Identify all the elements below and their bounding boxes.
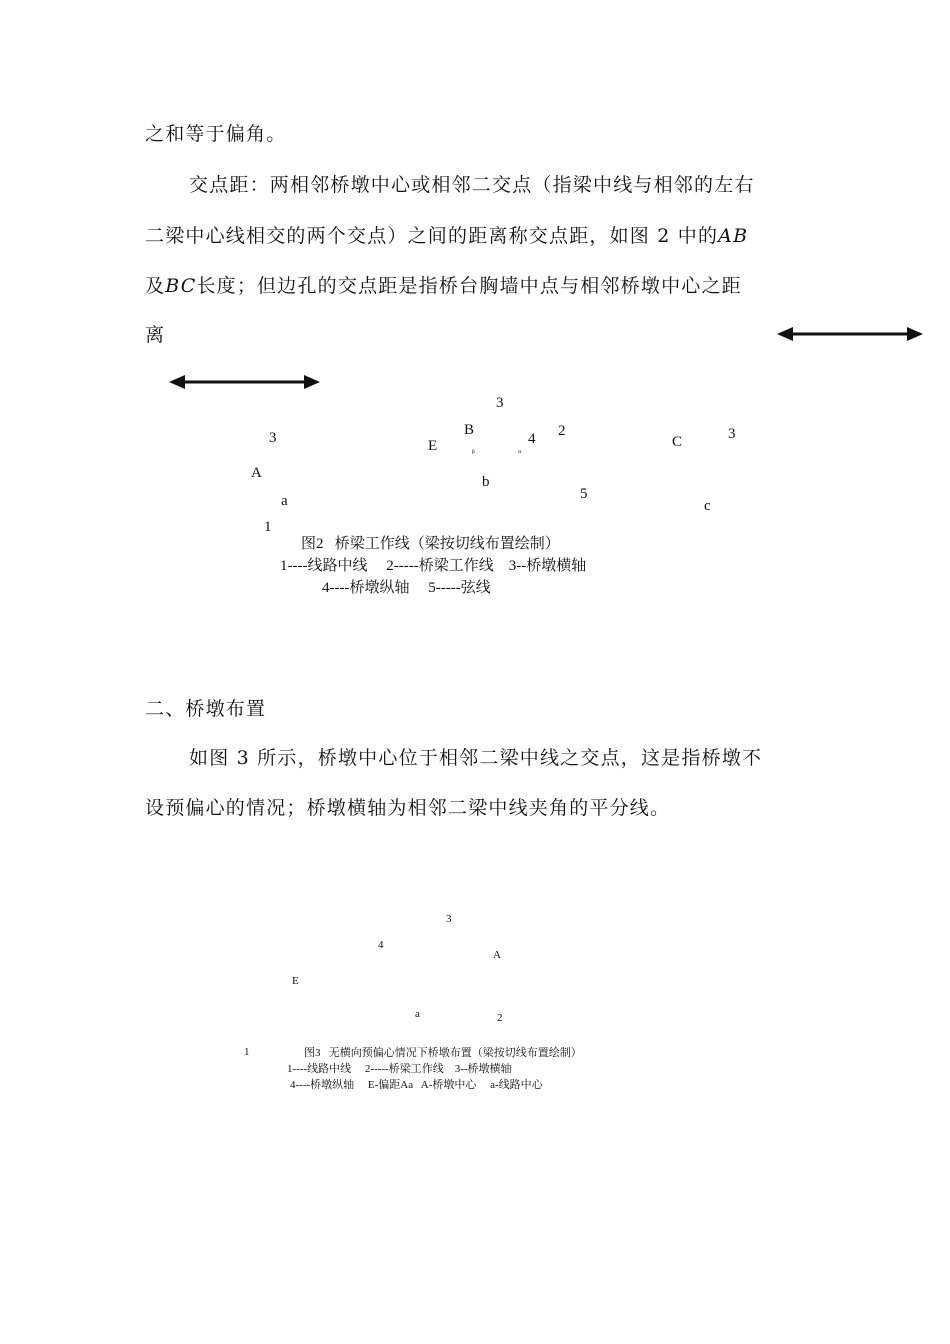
fig3-label: E <box>292 975 299 987</box>
fig2-label: E <box>428 438 438 454</box>
figure-legend: 1----线路中线 2-----桥梁工作线 3--桥墩横轴 <box>280 558 587 574</box>
fig3-label: a <box>415 1008 420 1020</box>
fig2-label: 3 <box>728 426 736 442</box>
fig2-label: B <box>464 422 475 438</box>
double-arrow-icon <box>167 372 322 392</box>
text-line <box>145 212 810 261</box>
section-heading: 二、桥墩布置 <box>145 698 267 720</box>
text-line: 如图 3 所示，桥墩中心位于相邻二梁中线之交点，这是指桥墩不 <box>189 747 763 769</box>
fig2-label: 2 <box>558 423 566 439</box>
math-bc: BC <box>165 275 197 297</box>
text-line <box>145 262 810 311</box>
text-segment: 及 <box>145 275 166 297</box>
text-line: 交点距：两相邻桥墩中心或相邻二交点（指梁中线与相邻的左右 <box>189 174 755 196</box>
fig2-label: 1 <box>264 519 272 535</box>
text-segment: 二梁中心线相交的两个交点）之间的距离称交点距，如图 2 中的 <box>145 225 719 247</box>
figure-caption: 图3 无横向预偏心情况下桥墩布置（梁按切线布置绘制） <box>304 1047 582 1059</box>
fig2-label: a <box>281 493 288 509</box>
figure-legend: 4----桥墩纵轴 5-----弦线 <box>322 580 491 596</box>
fig3-label: 4 <box>378 939 384 951</box>
fig2-label: 3 <box>269 430 277 446</box>
fig3-label: A <box>493 949 501 961</box>
fig3-label: 3 <box>446 913 452 925</box>
fig2-label: c <box>704 498 711 514</box>
fig3-label: 1 <box>244 1046 250 1058</box>
fig2-label: α <box>518 449 522 455</box>
fig3-label: 2 <box>497 1012 503 1024</box>
text-line: 设预偏心的情况；桥墩横轴为相邻二梁中线夹角的平分线。 <box>145 797 671 819</box>
double-arrow-icon <box>775 324 925 344</box>
figure-caption: 图2 桥梁工作线（梁按切线布置绘制） <box>301 536 560 552</box>
fig2-label: C <box>672 434 683 450</box>
fig2-label: 5 <box>580 486 588 502</box>
figure-legend: 1----线路中线 2-----桥梁工作线 3--桥墩横轴 <box>287 1063 512 1075</box>
math-ab: AB <box>718 225 749 247</box>
fig2-label: b <box>482 474 490 490</box>
text-segment: 长度；但边孔的交点距是指桥台胸墙中点与相邻桥墩中心之距 <box>196 275 742 297</box>
fig2-label: A <box>251 465 262 481</box>
text-line: 之和等于偏角。 <box>145 123 287 145</box>
fig2-label: 3 <box>496 395 504 411</box>
fig2-label: 4 <box>528 431 536 447</box>
text-line: 离 <box>145 324 166 346</box>
fig2-label: β <box>472 449 475 455</box>
figure-legend: 4----桥墩纵轴 E-偏距Aa A-桥墩中心 a-线路中心 <box>290 1079 543 1091</box>
